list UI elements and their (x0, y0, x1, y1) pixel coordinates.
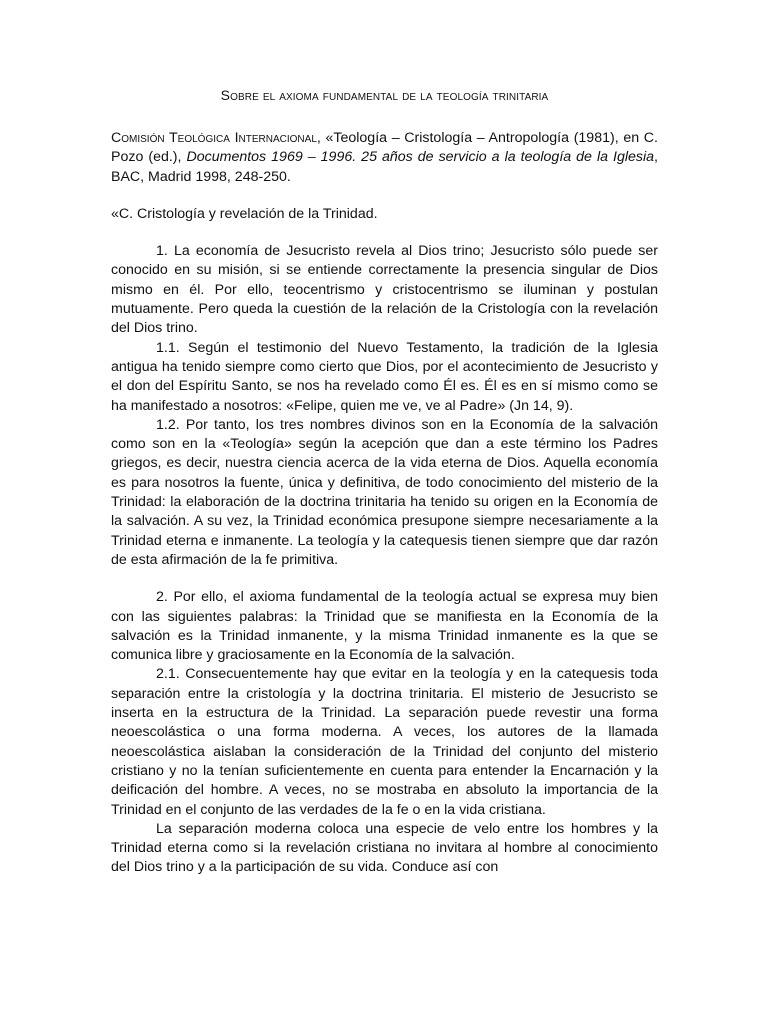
paragraph-2: 2. Por ello, el axioma fundamental de la teología actual se expresa muy bien con las siguientes palabras: la Trinidad que se manifiesta en la Economía de la salvación es la Trinidad inmanente, y la misma Trinidad inmanente es la que se comunica libre y graciosamente en la Economía de la salvación. (111, 589, 658, 664)
section-2 (111, 588, 658, 877)
section-1 (111, 242, 658, 570)
paragraph-2-1: 2.1. Consecuentemente hay que evitar en la teología y en la catequesis toda separación entre la cristología y la doctrina trinitaria. El misterio de Jesucristo se inserta en la estructura de la Trinidad. La separación puede revestir una forma neoescolástica o una forma moderna. A veces, los autores de la llamada neoescolástica aislaban la consideración de la Trinidad del conjunto del misterio cristiano y no la tenían suficientemente en cuenta para entender la Encarnación y la deificación del hombre. A veces, no se mostraba en absoluto la importancia de la Trinidad en el conjunto de las verdades de la fe o en la vida cristiana. (111, 666, 658, 818)
citation-text-1: , «Teología – Cristología – Antropología (1981), en C. Pozo (ed.), (111, 130, 658, 166)
document-page (111, 80, 658, 878)
paragraph-2-1-cont: La separación moderna coloca una especie de velo entre los hombres y la Trinidad eterna como si la revelación cristiana no invitara al hombre al conocimiento del Dios trino y a la participación de su vida. Conduce así con (111, 820, 658, 876)
citation-text-2: , BAC, Madrid 1998, 248-250. (111, 149, 658, 185)
citation (111, 129, 658, 187)
paragraph-1: 1. La economía de Jesucristo revela al Dios trino; Jesucristo sólo puede ser conocido en su misión, si se entiende correctamente la presencia singular de Dios mismo en él. Por ello, teocentrismo y cristocentrismo se iluminan y postulan mutuamente. Pero queda la cuestión de la relación de la Cristología con la revelación del Dios trino. (111, 243, 658, 337)
paragraph-1-2: 1.2. Por tanto, los tres nombres divinos son en la Economía de la salvación como son en la «Teología» según la acepción que dan a este término los Padres griegos, es decir, nuestra ciencia acerca de la vida eterna de Dios. Aquella economía es para nosotros la fuente, única y definitiva, de todo conocimiento del misterio de la Trinidad: la elaboración de la doctrina trinitaria ha tenido su origen en la Economía de la salvación. A su vez, la Trinidad económica presupone siempre necesariamente a la Trinidad eterna e inmanente. La teología y la catequesis tienen siempre que dar razón de esta afirmación de la fe primitiva. (111, 416, 658, 568)
paragraph-1-1: 1.1. Según el testimonio del Nuevo Testamento, la tradición de la Iglesia antigua ha tenido siempre como cierto que Dios, por el acontecimiento de Jesucristo y el don del Espíritu Santo, se nos ha revelado como Él es. Él es en sí mismo como se ha manifestado a nosotros: «Felipe, quien me ve, ve al Padre» (Jn 14, 9). (111, 339, 658, 414)
citation-author: Comisión Teológica Internacional (111, 130, 317, 146)
section-heading: «C. Cristología y revelación de la Trinidad. (111, 205, 378, 222)
page-title: Sobre el axioma fundamental de la teología trinitaria (220, 87, 549, 103)
citation-book-title: Documentos 1969 – 1996. 25 años de servicio a la teología de la Iglesia (186, 149, 655, 166)
